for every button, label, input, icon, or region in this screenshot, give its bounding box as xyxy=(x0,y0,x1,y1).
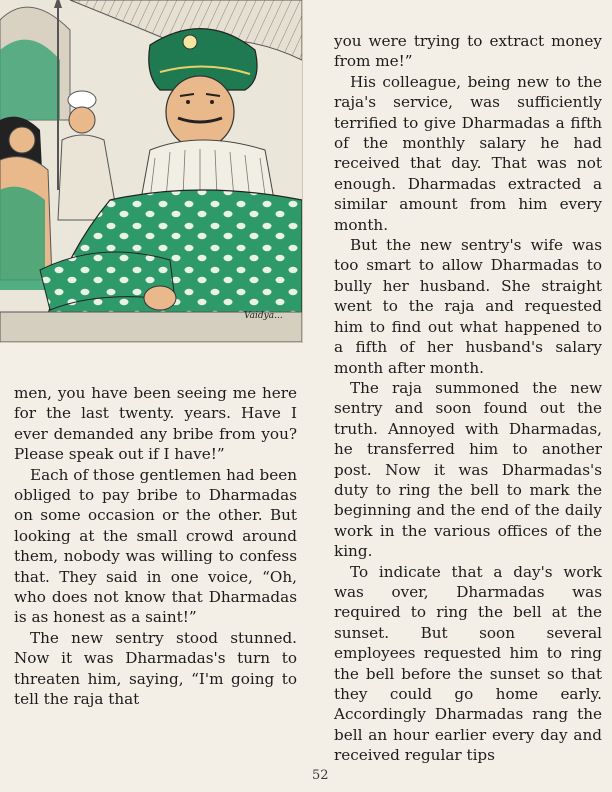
paragraph: men, you have been seeing me here for the last twenty. years. Have I ever demanded any bribe from you? Please speak out if I have!” xyxy=(14,384,297,464)
paragraph: But the new sentry's wife was too smart to allow Dharmadas to bully her husband. She straight went to the raja and requested him to find out what happened to a fifth of her husband's salary month after month. xyxy=(334,236,602,377)
right-text-column xyxy=(334,31,602,766)
left-text-column xyxy=(14,383,297,710)
raja-illustration-icon xyxy=(0,0,302,342)
paragraph: you were trying to extract money from me!” xyxy=(334,32,602,71)
paragraph: The raja summoned the new sentry and soon found out the truth. Annoyed with Dharmadas, he transferred him to another post. Now it was Dharmadas's duty to ring the bell to mark the beginning and the end of the daily work in the various offices of the king. xyxy=(334,378,602,561)
paragraph: His colleague, being new to the raja's service, was sufficiently terrified to give Dharmadas a fifth of the monthly salary he had received that day. That was not enough. Dharmadas extracted a similar amount from him every month. xyxy=(334,72,602,234)
paragraph: Each of those gentlemen had been obliged to pay bribe to Dharmadas on some occasion or the other. But looking at the small crowd around them, nobody was willing to confess that. They said in one voice, “Oh, who does not know that Dharmadas is as honest as a saint!” xyxy=(14,465,297,627)
page-number: 52 xyxy=(312,768,329,783)
paragraph: The new sentry stood stunned. Now it was Dharmadas's turn to threaten him, saying, “I'm going to tell the raja that xyxy=(14,628,297,709)
story-illustration xyxy=(0,0,303,343)
paragraph: To indicate that a day's work was over, Dharmadas was required to ring the bell at the sunset. But soon several employees requested him to ring the bell before the sunset so that they could go home early. Accordingly Dharmadas rang the bell an hour earlier every day and received regular tips xyxy=(334,562,602,765)
artist-signature: Vaidya... xyxy=(244,311,283,321)
